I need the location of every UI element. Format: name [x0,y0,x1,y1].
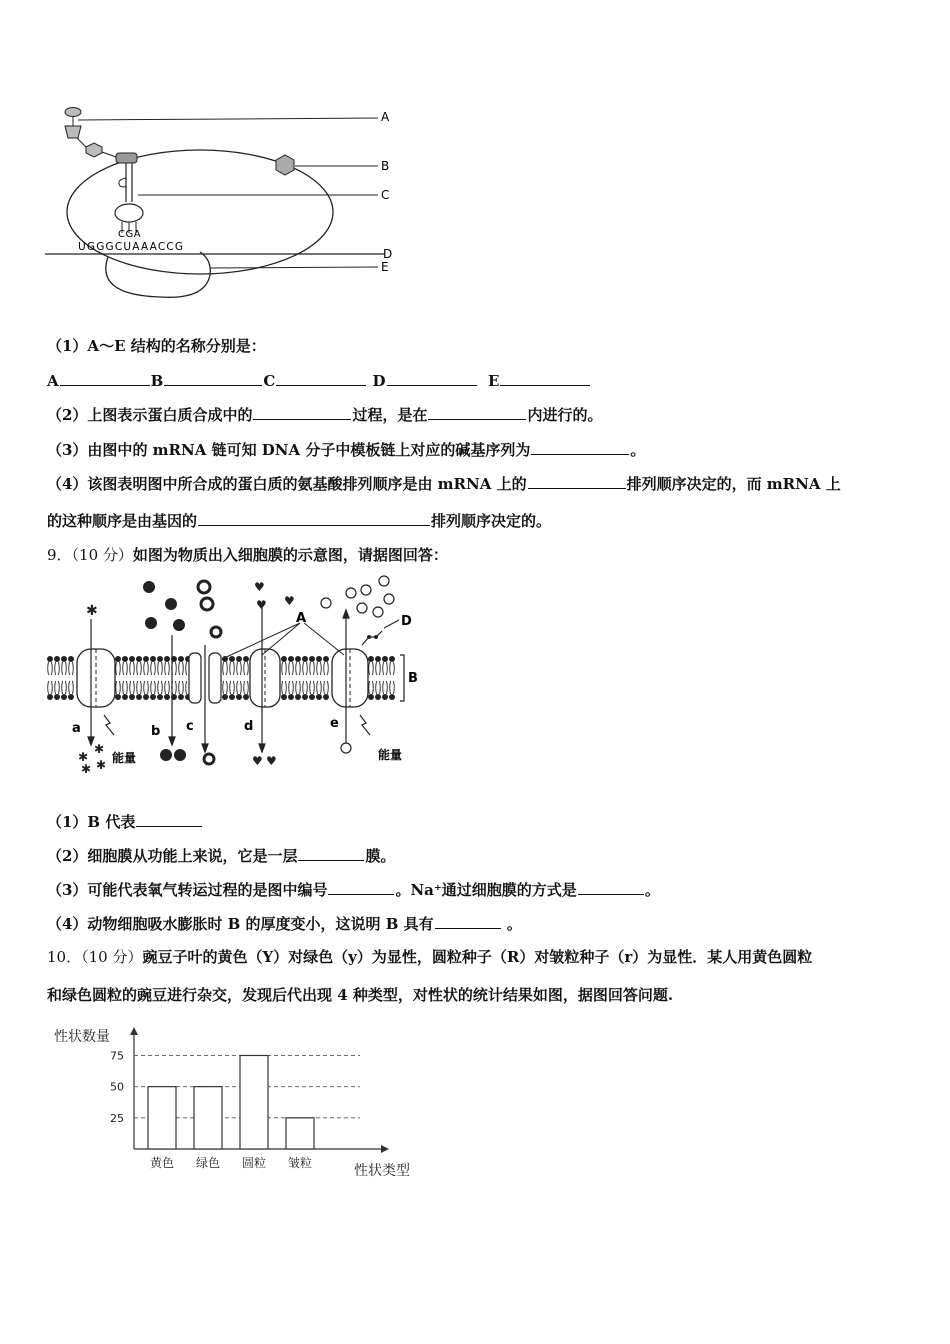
y-axis-title: 性状数量 [54,1029,110,1045]
svg-text:♥: ♥ [256,598,267,612]
svg-text:♥: ♥ [254,580,265,594]
answer-blank[interactable] [531,439,629,455]
svg-text:♥: ♥ [252,754,263,768]
label-C: C [381,188,390,202]
bar [194,1087,222,1149]
svg-text:✱: ✱ [81,762,92,775]
x-category-label: 圆粒 [241,1156,267,1170]
answer-blank[interactable] [164,370,262,386]
q8-part1: （1）A～E 结构的名称分别是： [47,337,266,355]
x-axis-arrow [381,1145,389,1153]
answer-blank[interactable] [500,370,590,386]
answer-blank[interactable] [387,370,477,386]
bar [148,1087,176,1149]
label-B: B [381,159,390,173]
cell-membrane-diagram [44,575,434,775]
svg-text:✱: ✱ [94,742,105,756]
answer-blank[interactable] [435,913,501,929]
blank-label-c: C [263,372,276,390]
svg-text:♥: ♥ [284,594,295,608]
q9-stem: 9．（10 分）如图为物质出入细胞膜的示意图，请据图回答： [47,546,448,564]
answer-blank[interactable] [198,510,430,526]
answer-blank[interactable] [298,845,364,861]
answer-blank[interactable] [328,879,394,895]
energy-label-1: 能量 [112,751,137,765]
answer-blank[interactable] [136,811,202,827]
energy-label-2: 能量 [378,748,403,762]
label-D: D [383,247,393,261]
label-d: d [244,719,254,734]
x-category-label: 黄色 [149,1156,175,1170]
answer-blank[interactable] [578,879,644,895]
y-axis-arrow [130,1027,138,1035]
q10-stem-line1: 10．（10 分）豌豆子叶的黄色（Y）对绿色（y）为显性，圆粒种子（R）对皱粒种子（r）为显性．某人用黄色圆粒 [47,948,813,966]
answer-blank[interactable] [428,404,526,420]
x-category-label: 绿色 [195,1156,221,1170]
anticodon-text: CGA [118,229,142,240]
q9-part3: （3）可能代表氧气转运过程的是图中编号 。Na⁺通过细胞膜的方式是 。 [47,881,660,899]
label-A: A [296,611,307,626]
svg-text:✱: ✱ [96,758,107,772]
bar [286,1118,314,1149]
answer-blank[interactable] [60,370,150,386]
y-tick-label: 50 [110,1080,124,1094]
q8-part4-line1: （4）该图表明图中所合成的蛋白质的氨基酸排列顺序是由 mRNA 上的 排列顺序决定的，而 mRNA 上 [47,475,841,493]
blank-label-d: D [372,372,386,390]
y-tick-label: 75 [110,1049,124,1063]
q9-part4: （4）动物细胞吸水膨胀时 B 的厚度变小，这说明 B 具有 。 [47,915,522,933]
bar [240,1055,268,1149]
label-c: c [186,719,194,734]
q8-part2: （2）上图表示蛋白质合成中的 过程，是在 内进行的。 [47,406,603,424]
answer-blank[interactable] [253,404,351,420]
q9-part2: （2）细胞膜从功能上来说，它是一层 膜。 [47,847,396,865]
blank-label-e: E [487,372,500,390]
label-b: b [151,724,161,739]
q10-stem-line2: 和绿色圆粒的豌豆进行杂交，发现后代出现 4 种类型，对性状的统计结果如图，据图回答问题. [47,986,674,1004]
answer-blank[interactable] [528,473,626,489]
mrna-sequence-text: UGGGCUAAACCG [78,241,185,253]
svg-text:✱: ✱ [78,750,89,764]
x-category-label: 皱粒 [287,1156,313,1170]
label-B: B [408,671,418,686]
label-D: D [401,614,412,629]
translation-diagram [40,100,410,305]
svg-text:♥: ♥ [266,754,277,768]
svg-text:✱: ✱ [86,603,98,619]
blank-label-b: B [150,372,164,390]
label-e: e [330,716,339,731]
x-axis-title: 性状类型 [354,1163,410,1179]
trait-bar-chart [50,1025,420,1185]
label-E: E [381,260,389,274]
answer-blank[interactable] [276,370,366,386]
q8-part3: （3）由图中的 mRNA 链可知 DNA 分子中模板链上对应的碱基序列为 。 [47,441,646,459]
label-a: a [72,721,81,736]
y-tick-label: 25 [110,1111,124,1125]
ribosome-small-subunit [106,252,210,297]
label-A: A [381,110,390,124]
q8-blanks-line [47,370,591,391]
q8-part4-line2: 的这种顺序是由基因的 排列顺序决定的。 [47,512,552,530]
q9-part1: （1）B 代表 [47,811,203,832]
blank-label-a: A [47,372,59,390]
